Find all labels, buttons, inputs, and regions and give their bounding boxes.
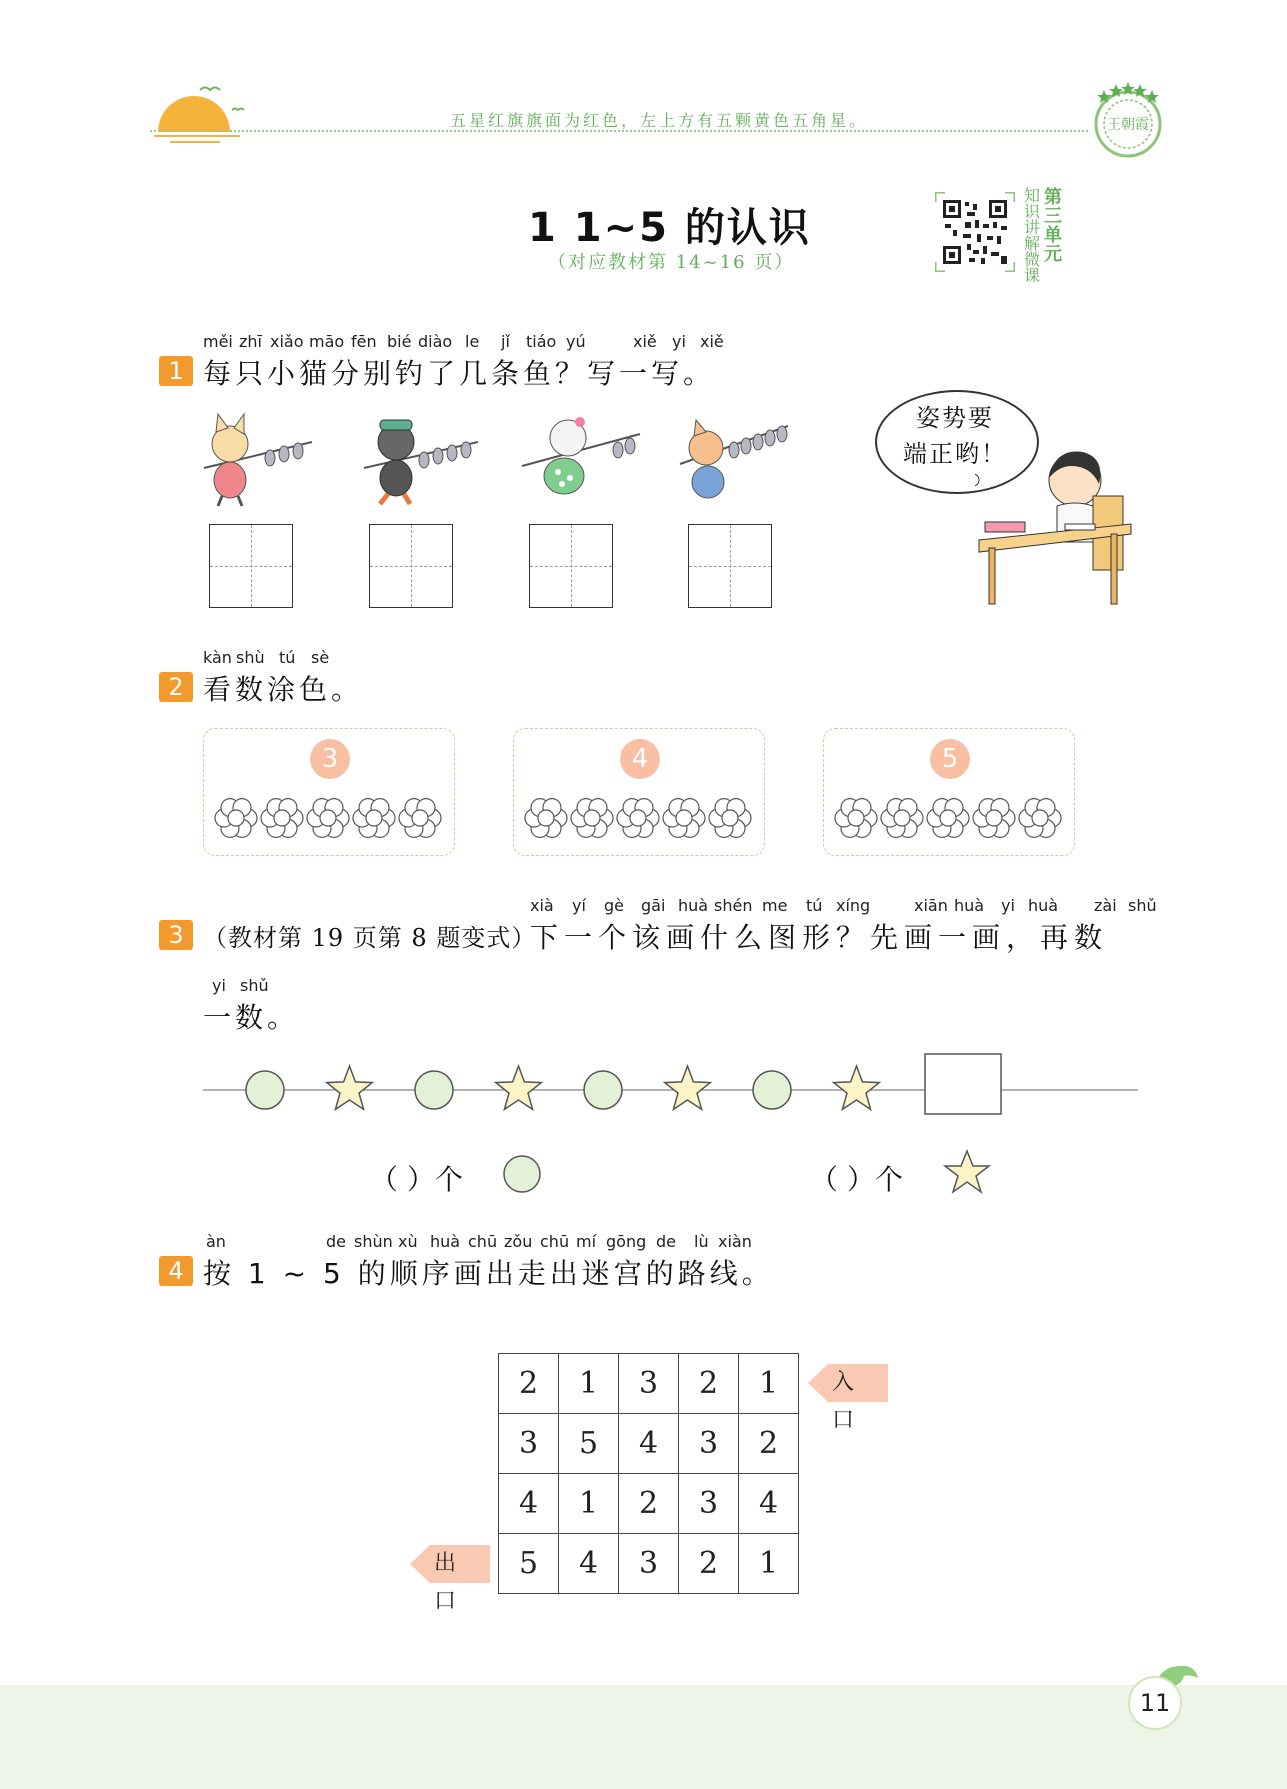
maze-cell[interactable]: 3	[499, 1414, 559, 1474]
sequence-circle	[584, 1071, 622, 1109]
answer-box-3[interactable]	[529, 524, 613, 608]
flower-row[interactable]	[524, 793, 756, 847]
maze-cell[interactable]: 5	[499, 1534, 559, 1594]
page-number: 11	[1128, 1676, 1182, 1730]
flower-row[interactable]	[214, 793, 446, 847]
maze-row	[499, 1354, 799, 1414]
brand-badge	[1090, 78, 1166, 162]
circle-count-paren: （ ）个	[370, 1163, 463, 1196]
maze-cell[interactable]: 5	[559, 1414, 619, 1474]
circle-icon	[502, 1154, 542, 1198]
maze-cell[interactable]: 1	[739, 1534, 799, 1594]
sequence-star	[327, 1066, 373, 1109]
star-count-paren: （ ）个	[810, 1163, 903, 1196]
answer-box-1[interactable]	[209, 524, 293, 608]
maze-row	[499, 1474, 799, 1534]
flower-outline[interactable]	[1019, 799, 1061, 838]
q3-number: 3	[159, 920, 193, 950]
flower-outline[interactable]	[399, 799, 441, 838]
maze-cell[interactable]: 4	[739, 1474, 799, 1534]
flower-outline[interactable]	[835, 799, 877, 838]
maze-cell[interactable]: 3	[619, 1534, 679, 1594]
cat-fishing-illustration-2	[360, 408, 485, 508]
maze-cell[interactable]: 2	[499, 1354, 559, 1414]
flower-outline[interactable]	[307, 799, 349, 838]
flower-outline[interactable]	[709, 799, 751, 838]
q3-text-line1: 下一个该画什么图形？先画一画，再数	[530, 921, 1109, 954]
q2-text: 看数涂色。	[203, 673, 364, 706]
q4-number: 4	[159, 1256, 193, 1286]
flower-outline[interactable]	[215, 799, 257, 838]
q2-number: 2	[159, 672, 193, 702]
shape-sequence	[203, 1050, 1138, 1130]
q3-text-line2: 一数。	[203, 1001, 300, 1034]
q1-text: 每只小猫分别钓了几条鱼？写一写。	[203, 357, 716, 390]
footer-band	[0, 1685, 1287, 1789]
maze-cell[interactable]: 2	[679, 1354, 739, 1414]
flower-outline[interactable]	[525, 799, 567, 838]
bubble-line-2: 端正哟！	[903, 440, 1007, 468]
sequence-answer-box[interactable]	[925, 1054, 1001, 1114]
flower-outline[interactable]	[353, 799, 395, 838]
maze-cell[interactable]: 1	[559, 1474, 619, 1534]
flower-outline[interactable]	[663, 799, 705, 838]
maze-row	[499, 1414, 799, 1474]
flower-outline[interactable]	[617, 799, 659, 838]
flower-outline[interactable]	[927, 799, 969, 838]
star-icon	[942, 1148, 992, 1202]
color-box-4	[513, 728, 765, 856]
circle-count-blank[interactable]	[370, 1158, 463, 1198]
sun-logo	[150, 80, 260, 150]
maze-cell[interactable]: 3	[679, 1474, 739, 1534]
maze-cell[interactable]: 4	[619, 1414, 679, 1474]
answer-box-4[interactable]	[688, 524, 772, 608]
unit-label: 第三单元	[1044, 187, 1062, 265]
header-slogan: 五星红旗旗面为红色，左上方有五颗黄色五角星。	[450, 111, 869, 130]
micro-lesson-tag	[1024, 188, 1068, 284]
micro-lesson-label: 知识讲解微课	[1024, 186, 1041, 285]
page-subtitle: （对应教材第 14~16 页）	[548, 252, 795, 273]
maze-cell[interactable]: 4	[559, 1534, 619, 1594]
sequence-star	[834, 1066, 880, 1109]
cat-fishing-illustration-4	[676, 408, 796, 508]
flower-outline[interactable]	[261, 799, 303, 838]
flower-outline[interactable]	[973, 799, 1015, 838]
cat-fishing-illustration-1	[200, 408, 320, 508]
count-badge: 4	[620, 739, 660, 779]
q1-number: 1	[159, 356, 193, 386]
count-badge: 5	[930, 739, 970, 779]
cat-fishing-illustration-3	[518, 408, 646, 508]
maze-row	[499, 1534, 799, 1594]
maze-cell[interactable]: 1	[739, 1354, 799, 1414]
flower-outline[interactable]	[881, 799, 923, 838]
sequence-circle	[246, 1071, 284, 1109]
q3-source-note: （教材第 19 页第 8 题变式）	[203, 924, 537, 952]
maze-cell[interactable]: 1	[559, 1354, 619, 1414]
sequence-star	[665, 1066, 711, 1109]
sequence-star	[496, 1066, 542, 1109]
exit-label: 出口	[434, 1551, 461, 1614]
maze-cell[interactable]: 3	[619, 1354, 679, 1414]
flower-row[interactable]	[834, 793, 1066, 847]
flower-outline[interactable]	[571, 799, 613, 838]
color-box-3	[203, 728, 455, 856]
bubble-line-1: 姿势要	[916, 404, 994, 432]
maze-cell[interactable]: 4	[499, 1474, 559, 1534]
sequence-circle	[415, 1071, 453, 1109]
maze-cell[interactable]: 2	[679, 1534, 739, 1594]
brand-text: 王朝霞	[1107, 117, 1149, 133]
answer-box-2[interactable]	[369, 524, 453, 608]
page-title: 1 1~5 的认识	[528, 205, 811, 251]
entrance-label: 入口	[832, 1370, 859, 1433]
color-box-5	[823, 728, 1075, 856]
sequence-circle	[753, 1071, 791, 1109]
qr-code[interactable]	[935, 192, 1015, 272]
maze-cell[interactable]: 3	[679, 1414, 739, 1474]
star-count-blank[interactable]	[810, 1158, 903, 1198]
maze-cell[interactable]: 2	[619, 1474, 679, 1534]
boy-writing-illustration	[975, 440, 1135, 620]
count-badge: 3	[310, 739, 350, 779]
q4-text: 按 1 ~ 5 的顺序画出走出迷宫的路线。	[203, 1257, 774, 1290]
maze-grid	[498, 1353, 799, 1594]
maze-cell[interactable]: 2	[739, 1414, 799, 1474]
